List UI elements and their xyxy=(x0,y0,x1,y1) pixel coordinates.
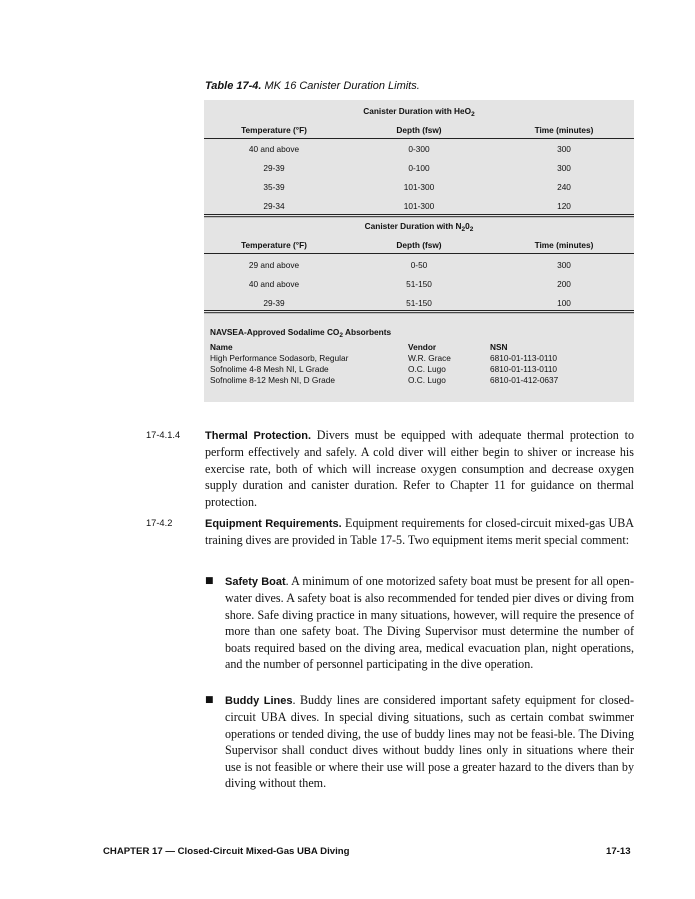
header-time: Time (minutes) xyxy=(534,125,594,135)
table-row: 29 and above 0-50 300 xyxy=(248,260,571,270)
header-time: Time (minutes) xyxy=(534,240,594,250)
bullet-square-icon: ■ xyxy=(205,695,214,705)
section-paragraph-thermal-protection: Thermal Protection. Divers must be equipped with adequate thermal protection to perform effectively and safely. A cold diver will either begin to shiver or increase his exercise rate, both of which will increase oxygen consumption and decrease oxygen supply duration and canister duration. Refer to Chapter 11 for guidance on thermal protection. xyxy=(205,428,634,509)
header-vendor: Vendor xyxy=(408,342,437,352)
bullet-lead: Safety Boat xyxy=(225,576,286,588)
section-paragraph-equipment-requirements: Equipment Requirements. Equipment requirements for closed-circuit mixed-gas UBA training dives are provided in Table 17-5. Two equipment items merit special comment: xyxy=(205,516,635,548)
header-temperature: Temperature (°F) xyxy=(241,125,307,135)
absorbent-row: Sofnolime 8-12 Mesh NI, D Grade O.C. Lugo 6810-01-412-0637 xyxy=(210,375,559,385)
section-number: 17-4.1.4 xyxy=(146,430,181,440)
absorbents-title: NAVSEA-Approved Sodalime $CO_2$ Absorbents xyxy=(210,327,392,339)
absorbent-row: Sofnolime 4-8 Mesh NI, L Grade O.C. Lugo 6810-01-113-0110 xyxy=(210,364,558,374)
header-rule xyxy=(204,138,634,139)
header-depth: Depth (fsw) xyxy=(396,240,442,250)
table-number: Table 17-4. xyxy=(205,80,262,92)
table-row: 29-39 51-150 100 xyxy=(263,298,571,308)
header-rule xyxy=(204,253,634,254)
bullet-lead: Buddy Lines xyxy=(225,695,293,707)
footer-chapter-title: CHAPTER 17 — Closed-Circuit Mixed-Gas UBA Diving xyxy=(103,846,350,857)
table-row: 35-39 101-300 240 xyxy=(263,182,571,192)
section-number: 17-4.2 xyxy=(146,518,173,528)
section-lead: Thermal Protection. xyxy=(205,430,312,442)
table-row: 40 and above 0-300 300 xyxy=(248,144,571,154)
canister-duration-table xyxy=(204,100,634,402)
table-caption xyxy=(205,80,420,92)
header-name: Name xyxy=(210,342,233,352)
group-divider-rule xyxy=(204,214,634,215)
group-divider-rule xyxy=(204,310,634,311)
n2o2-group-title: Canister Duration with $N_20_2$ xyxy=(364,221,474,233)
heo2-group-title: Canister Duration with HeO$_2$ xyxy=(363,106,475,118)
section-lead: Equipment Requirements. xyxy=(205,518,342,530)
table-title: MK 16 Canister Duration Limits. xyxy=(264,80,420,92)
header-depth: Depth (fsw) xyxy=(396,125,442,135)
table-row: 40 and above 51-150 200 xyxy=(248,279,571,289)
footer-page-number: 17-13 xyxy=(606,846,631,857)
n2o2-header-row xyxy=(204,240,634,254)
bullet-safety-boat: Safety Boat. A minimum of one motorized safety boat must be present for all open-water dives. A safety boat is also recommended for tended pier dives or diving from shore. Safe diving practice in many situations, however, will require the presence of more than one safety boat. The Diving Supervisor must determine the number of boats required based on the diving area, medical evacuation plan, night operations, and the number of personnel participating in the dive operation. xyxy=(225,574,634,672)
absorbent-row: High Performance Sodasorb, Regular W.R. Grace 6810-01-113-0110 xyxy=(210,353,558,363)
heo2-header-row xyxy=(204,125,634,139)
table-row: 29-34 101-300 120 xyxy=(263,201,571,211)
bullet-buddy-lines: Buddy Lines. Buddy lines are considered important safety equipment for closed-circuit UBA dives. In special diving situations, such as certain combat swimmer operations or tended diving, the use of buddy lines may not be feasi-ble. The Diving Supervisor shall conduct dives without buddy lines only in situations where their use is not feasible or where their use will pose a greater hazard to the divers than by diving without them. xyxy=(225,693,634,791)
header-nsn: NSN xyxy=(490,342,508,352)
table-row: 29-39 0-100 300 xyxy=(263,163,571,173)
bullet-square-icon: ■ xyxy=(205,576,214,586)
header-temperature: Temperature (°F) xyxy=(241,240,307,250)
